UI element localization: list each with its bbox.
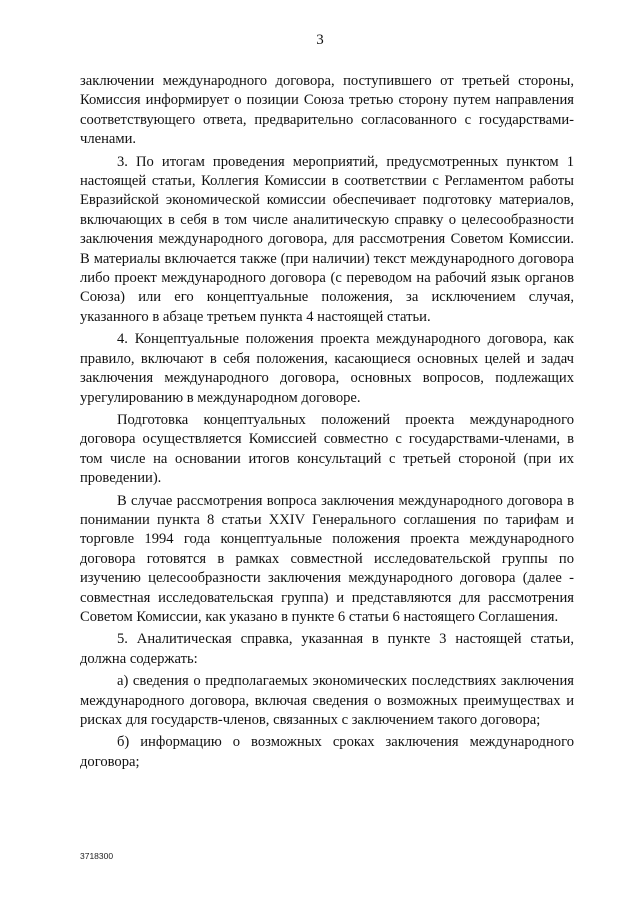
document-body [80,72,574,775]
paragraph: 4. Концептуальные положения проекта международного договора, как правило, включают в себя положения, касающиеся основных целей и задач заключения международного договора, основных вопросов, подлежащих урегулированию в международном договоре. [80,331,574,406]
paragraph: заключении международного договора, поступившего от третьей стороны, Комиссия информирует о позиции Союза третью сторону путем направления соответствующего ответа, предварительно согласованного с государствами-членами. [80,73,574,148]
paragraph: б) информацию о возможных сроках заключения международного договора; [80,734,574,770]
paragraph: 5. Аналитическая справка, указанная в пункте 3 настоящей статьи, должна содержать: [80,631,574,667]
paragraph: Подготовка концептуальных положений проекта международного договора осуществляется Комиссией совместно с государствами-членами, в том числе на основании итогов консультаций с третьей стороной (при их проведении). [80,411,574,487]
page-number: 3 [316,32,324,48]
paragraph: а) сведения о предполагаемых экономических последствиях заключения международного договора, включая сведения о возможных преимуществах и рисках для государств-членов, связанных с заключением такого договора; [80,673,574,728]
document-code: 3718300 [80,851,114,861]
paragraph: В случае рассмотрения вопроса заключения международного договора в понимании пункта 8 статьи XXIV Генерального соглашения по тарифам и торговле 1994 года концептуальные положения проекта международного договора готовятся в рамках совместной исследовательской группы по изучению целесообразности заключения международного договора (далее - совместная исследовательская группа) и представляются для рассмотрения Советом Комиссии, как указано в пункте 6 статьи 6 настоящего Соглашения. [80,492,574,625]
paragraph: 3. По итогам проведения мероприятий, предусмотренных пунктом 1 настоящей статьи, Коллегия Комиссии в соответствии с Регламентом работы Евразийской экономической комиссии обеспечивает подготовку материалов, включающих в себя в том числе аналитическую справку о целесообразности заключения международного договора, для рассмотрения Советом Комиссии. В материалы включается также (при наличии) текст международного договора либо проект международного договора (с переводом на рабочий язык органов Союза) или его концептуальные положения, за исключением случая, указанного в абзаце третьем пункта 4 настоящей статьи. [80,153,574,325]
